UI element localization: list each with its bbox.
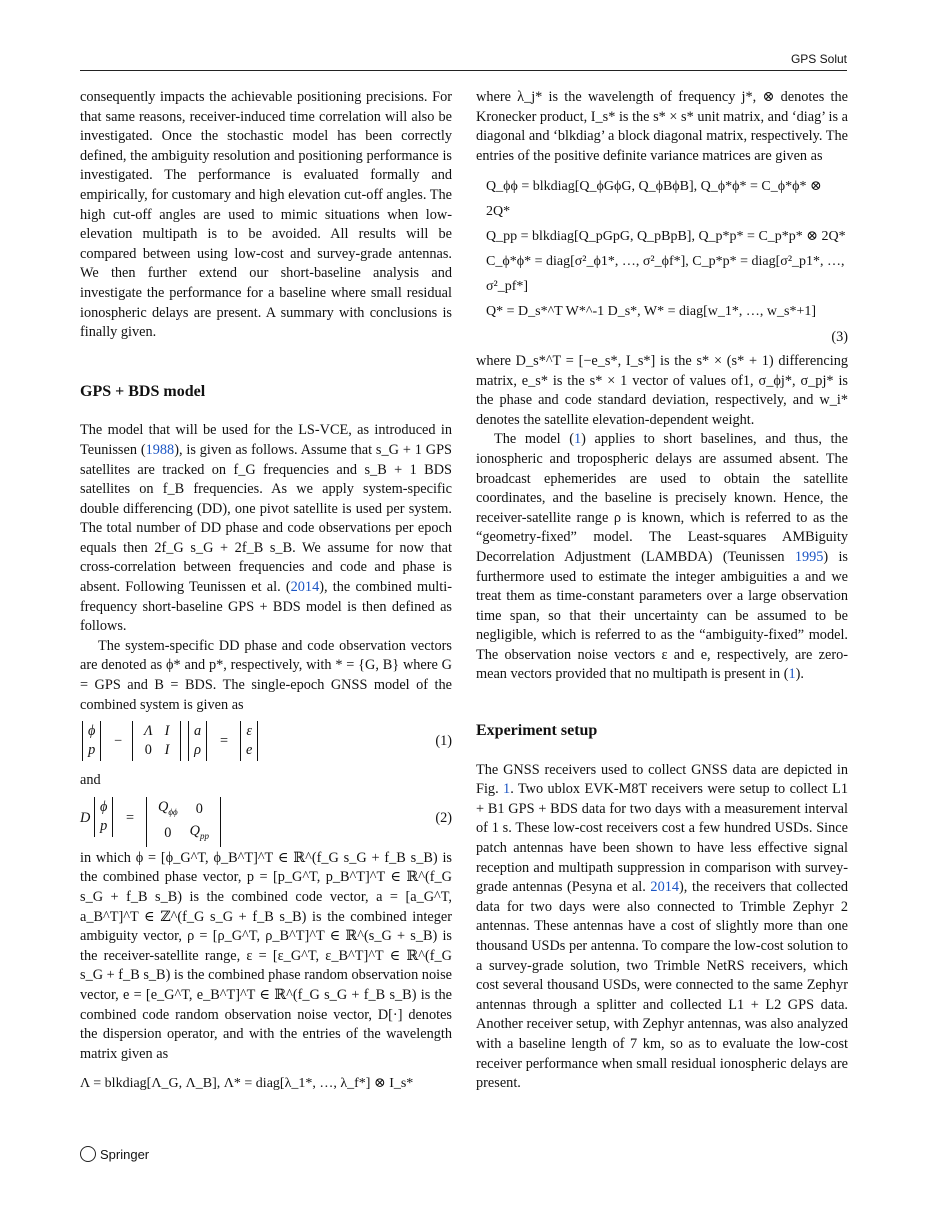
citation-link[interactable]: 2014 [290,579,320,596]
citation-link[interactable]: 1995 [794,548,824,565]
left-column [80,88,452,1094]
paragraph: consequently impacts the achievable positioning precisions. For that same reasons, receiver-induced time correlation will also be investigated. Once the stochastic model has been correctly defined, the ambiguity resolution and positioning performance is investigated. The performance is evaluated formally and empirically, for customary and high elevation cut-off angles. The high cut-off angles are used to mimic situations when low-elevation multipath is to be avoided. All results will be compared between using low-cost and survey-grade antennas. We then further extend our short-baseline analysis and investigate the performance for a baseline where small residual ionospheric delays are present. A summary with conclusions is finally given. [80,89,452,341]
equation-line: Q_ϕϕ = blkdiag[Q_ϕGϕG, Q_ϕBϕB], Q_ϕ*ϕ* = C_ϕ*ϕ* ⊗ 2Q* [486,179,822,220]
equation-number: (1) [435,733,452,750]
equation-lambda: Λ = blkdiag[Λ_G, Λ_B], Λ* = diag[λ_1*, …, λ_f*] ⊗ I_s* [80,1076,414,1092]
paragraph: in which ϕ = [ϕ_G^T, ϕ_B^T]^T ∈ ℝ^(f_G s_G + f_B s_B) is the combined phase vector, p = [p_G^T, p_B^T]^T ∈ ℝ^(f_G s_G + f_B s_B) is the combined code vector, a = [a_G^T, a_B^T]^T ∈ ℤ^(f_G s_G + f_B s_B) is the combined integer ambiguity vector, ρ = [ρ_G^T, ρ_B^T]^T ∈ ℝ^(s_G + s_B) is the receiver-satellite range, ε = [ε_G^T, ε_B^T]^T ∈ ℝ^(f_G s_G + f_B s_B) is the combined phase random observation noise vector, e = [e_G^T, e_B^T]^T ∈ ℝ^(f_G s_G + f_B s_B) is the combined code random observation noise vector, D[·] denotes the dispersion operator, and with the entries of the wavelength matrix given as [80,849,452,1062]
equation-2: D ϕ p = $Q_{\phi\phi}$ 0 0 $Q_{pp}$ (2) [80,795,452,843]
equation-line: C_ϕ*ϕ* = diag[σ²_ϕ1*, …, σ²_ϕf*], C_p*p* = diag[σ²_p1*, …, σ²_pf*] [486,254,845,295]
equation-number: (2) [435,810,452,827]
publisher-name: Springer [100,1147,150,1162]
paragraph: The model that will be used for the LS-VCE, as introduced in Teunissen (1988), is given as follows. Assume that s_G + 1 GPS satellites are tracked on f_G frequencies and s_B + 1 BDS satellites on f_B frequencies. As we apply system-specific double differencing (DD), one pivot satellite is used per system. The total number of DD phase and code observations per epoch equals then 2f_G s_G + 2f_B s_B. We assume for now that cross-correlation between frequencies and code and phase is absent. Following Teunissen et al. (2014), the combined multi-frequency short-baseline GPS + BDS model is then defined as follows. [80,422,452,635]
paragraph: and [80,772,101,789]
springer-logo-icon [80,1146,96,1162]
citation-link[interactable]: 1988 [145,441,175,458]
section-heading: Experiment setup [476,722,598,740]
paragraph: where λ_j* is the wavelength of frequency j*, ⊗ denotes the Kronecker product, I_s* is the s* × s* unit matrix, and ‘diag’ is a diagonal and ‘blkdiag’ a block diagonal matrix, respectively. The entries of the positive definite variance matrices are given as [476,89,848,164]
equation-1: ϕ p − Λ I 0 I a ρ = ε e (1) [80,719,452,765]
equation-line: Q* = D_s*^T W*^-1 D_s*, W* = diag[w_1*, …, w_s*+1] [486,304,817,320]
paragraph: The GNSS receivers used to collect GNSS data are depicted in Fig. 1. Two ublox EVK-M8T receivers were setup to collect L1 + B1 GPS + BDS data for two days with a measurement interval of 1 s. These low-cost receivers cost a few hundred USDs. Since patch antennas have been shown to have less effective signal reception and multipath suppression in comparison with survey-grade antennas (Pesyna et al. 2014), the receivers that collected data for two days were also connected to Trimble Zephyr 2 antennas. These antennas have a cost of slightly more than one thousand USDs per antenna. To compare the low-cost solution to a survey-grade solution, two Trimble NetRS receivers, which cost several thousand USDs, were connected to the same Zephyr antennas through a splitter and collected L1 + L2 GPS data. Another receiver setup, with Zephyr antennas, was also analyzed with a baseline length of 7 km, so as to evaluate the low-cost receiver performance when small residual ionospheric delays are present. [476,761,848,1092]
paragraph: The model (1) applies to short baselines, and thus, the ionospheric and tropospheric delays are assumed absent. The broadcast ephemerides are used to obtain the satellite coordinates, and the baseline is precisely known. Hence, the receiver-satellite range ρ is known, which is referred to as the “geometry-fixed” model. The Least-squares AMBiguity Decorrelation Adjustment (LAMBDA) (Teunissen 1995) is furthermore used to estimate the integer ambiguities a and we treat them as time-constant parameters over a large observation time span, so that their uncertainty can be assumed to be negligible, which is referred to as the “ambiguity-fixed” model. The observation noise vectors ε and e, respectively, are zero-mean vectors provided that no multipath is present in (1). [476,431,848,683]
journal-name: GPS Solut [790,52,847,66]
equation-line: Q_pp = blkdiag[Q_pGpG, Q_pBpB], Q_p*p* = C_p*p* ⊗ 2Q* [486,229,846,245]
figure-link[interactable]: 1 [503,781,511,798]
equation-number: (3) [831,329,848,346]
section-heading: GPS + BDS model [80,382,206,400]
paragraph: The system-specific DD phase and code observation vectors are denoted as ϕ* and p*, respectively, with * = {G, B} where G = GPS and B = BDS. The single-epoch GNSS model of the combined system is given as [80,637,452,713]
footer [80,1146,149,1162]
citation-link[interactable]: 2014 [650,879,680,896]
equation-link[interactable]: 1 [788,666,796,683]
running-header [80,50,847,71]
equation-3 [476,174,848,348]
equation-link[interactable]: 1 [573,431,582,448]
paragraph: where D_s*^T = [−e_s*, I_s*] is the s* × (s* + 1) differencing matrix, e_s* is the s* × 1 vector of values of1, σ_ϕj*, σ_pj* is the phase and code standard deviation, respectively, and w_i* denotes the satellite elevation-dependent weight. [476,352,848,428]
right-column [476,88,848,1094]
